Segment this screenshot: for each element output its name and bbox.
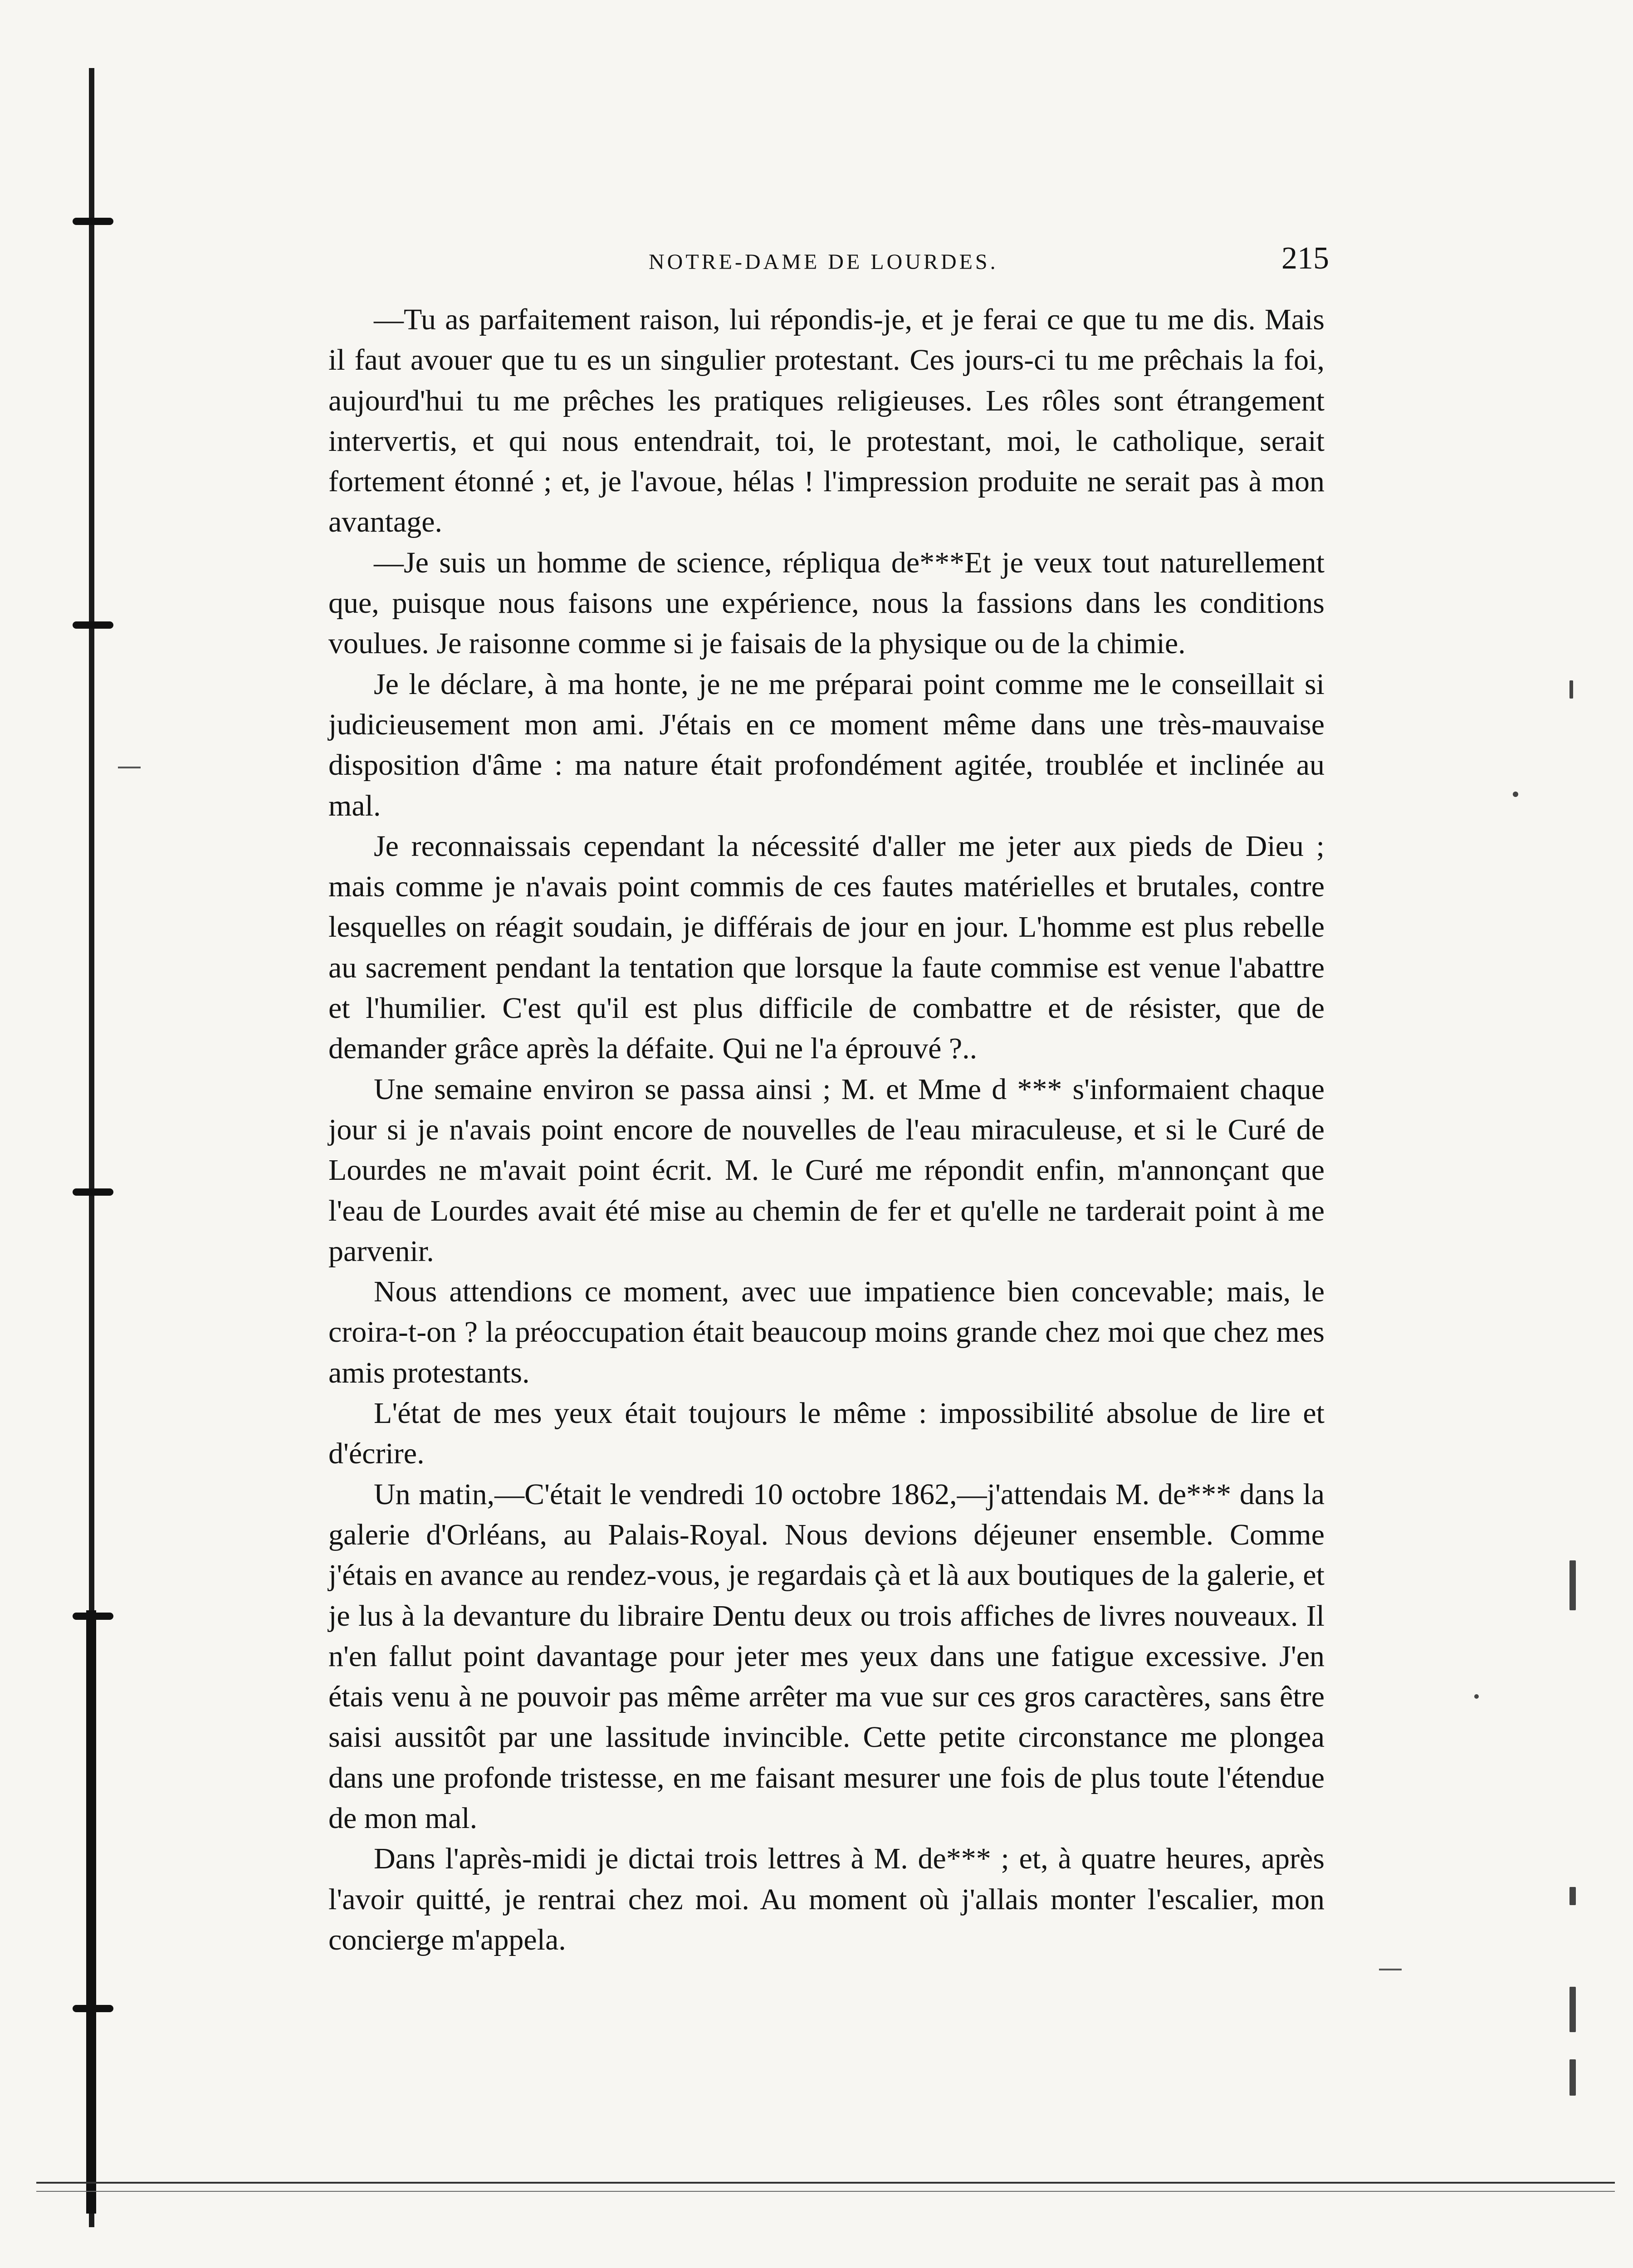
body-text [328, 299, 1325, 1960]
scan-speck [1569, 1560, 1576, 1610]
paragraph: Un matin,—C'était le vendredi 10 octobre 1862,—j'attendais M. de*** dans la galerie d'Orléans, au Palais-Royal. Nous devions déjeuner ensemble. Comme j'étais en avance au rendez-vous, je regardais çà et là aux boutiques de la galerie, et je lus à la devanture du libraire Dentu deux ou trois affiches de livres nouveaux. Il n'en fallut point davantage pour jeter mes yeux dans une fatigue excessive. J'en étais venu à ne pouvoir pas même arrêter ma vue sur ces gros caractères, sans être saisi aussitôt par une lassitude invincible. Cette petite circonstance me plongea dans une profonde tristesse, en me faisant mesurer une fois de plus toute l'étendue de mon mal. [328, 1477, 1325, 1835]
scan-speck [1569, 2059, 1576, 2096]
scan-speck [1569, 680, 1573, 699]
paragraph: —Tu as parfaitement raison, lui répondis-je, et je ferai ce que tu me dis. Mais il faut avouer que tu es un singulier protestant. Ces jours-ci tu me prêchais la foi, aujourd'hui tu me prêches les pratiques religieuses. Les rôles sont étrangement intervertis, et qui nous entendrait, toi, le protestant, moi, le catholique, serait fortement étonné ; et, je l'avoue, hélas ! l'impression produite ne serait pas à mon avantage. [328, 303, 1325, 539]
binding-mark [73, 1188, 113, 1196]
scan-speck [1569, 1987, 1576, 2032]
paragraph: Je reconnaissais cependant la nécessité d'aller me jeter aux pieds de Dieu ; mais comme je n'avais point commis de ces fautes matérielles et brutales, contre lesquelles on réagit soudain, je différais de jour en jour. L'homme est plus rebelle au sacrement pendant la tentation que lorsque la faute commise est venue l'abattre et l'humilier. C'est qu'il est plus difficile de combattre et de résister, que de demander grâce après la défaite. Qui ne l'a éprouvé ?.. [328, 829, 1325, 1066]
page-number: 215 [1281, 241, 1329, 276]
running-title: NOTRE-DAME DE LOURDES. [649, 250, 998, 274]
binding-mark [73, 1613, 113, 1620]
scan-speck [1513, 792, 1518, 797]
paragraph: Nous attendions ce moment, avec uue impatience bien concevable; mais, le croira-t-on ? la préoccupation était beaucoup moins grande chez moi que chez mes amis protestants. [328, 1275, 1325, 1389]
scan-speck [1569, 1887, 1576, 1905]
running-header [318, 240, 1329, 290]
bottom-edge-rule [36, 2191, 1615, 2192]
paragraph: L'état de mes yeux était toujours le même : impossibilité absolue de lire et d'écrire. [328, 1397, 1325, 1471]
binding-mark [73, 2005, 113, 2012]
binding-mark [73, 218, 113, 225]
paragraph: Je le déclare, à ma honte, je ne me préparai point comme me le conseillait si judicieusement mon ami. J'étais en ce moment même dans une très-mauvaise disposition d'âme : ma nature était profondément agitée, troublée et inclinée au mal. [328, 667, 1325, 822]
paragraph: Dans l'après-midi je dictai trois lettres à M. de*** ; et, à quatre heures, après l'avoir quitté, je rentrai chez moi. Au moment où j'allais monter l'escalier, mon concierge m'appela. [328, 1842, 1325, 1956]
scan-speck [1379, 1969, 1402, 1970]
paragraph: —Je suis un homme de science, répliqua de***Et je veux tout naturellement que, puisque nous faisons une expérience, nous la fassions dans les conditions voulues. Je raisonne comme si je faisais de la physique ou de la chimie. [328, 546, 1325, 660]
binding-margin-line-lower [86, 1610, 96, 2214]
bottom-edge-rule [36, 2182, 1615, 2184]
scan-speck [1474, 1694, 1479, 1699]
paragraph: Une semaine environ se passa ainsi ; M. et Mme d *** s'informaient chaque jour si je n'avais point encore de nouvelles de l'eau miraculeuse, et si le Curé de Lourdes ne m'avait point écrit. M. le Curé me répondit enfin, m'annonçant que l'eau de Lourdes avait été mise au chemin de fer et qu'elle ne tarderait point à me parvenir. [328, 1072, 1325, 1268]
scan-speck [118, 767, 141, 768]
binding-mark [73, 621, 113, 629]
